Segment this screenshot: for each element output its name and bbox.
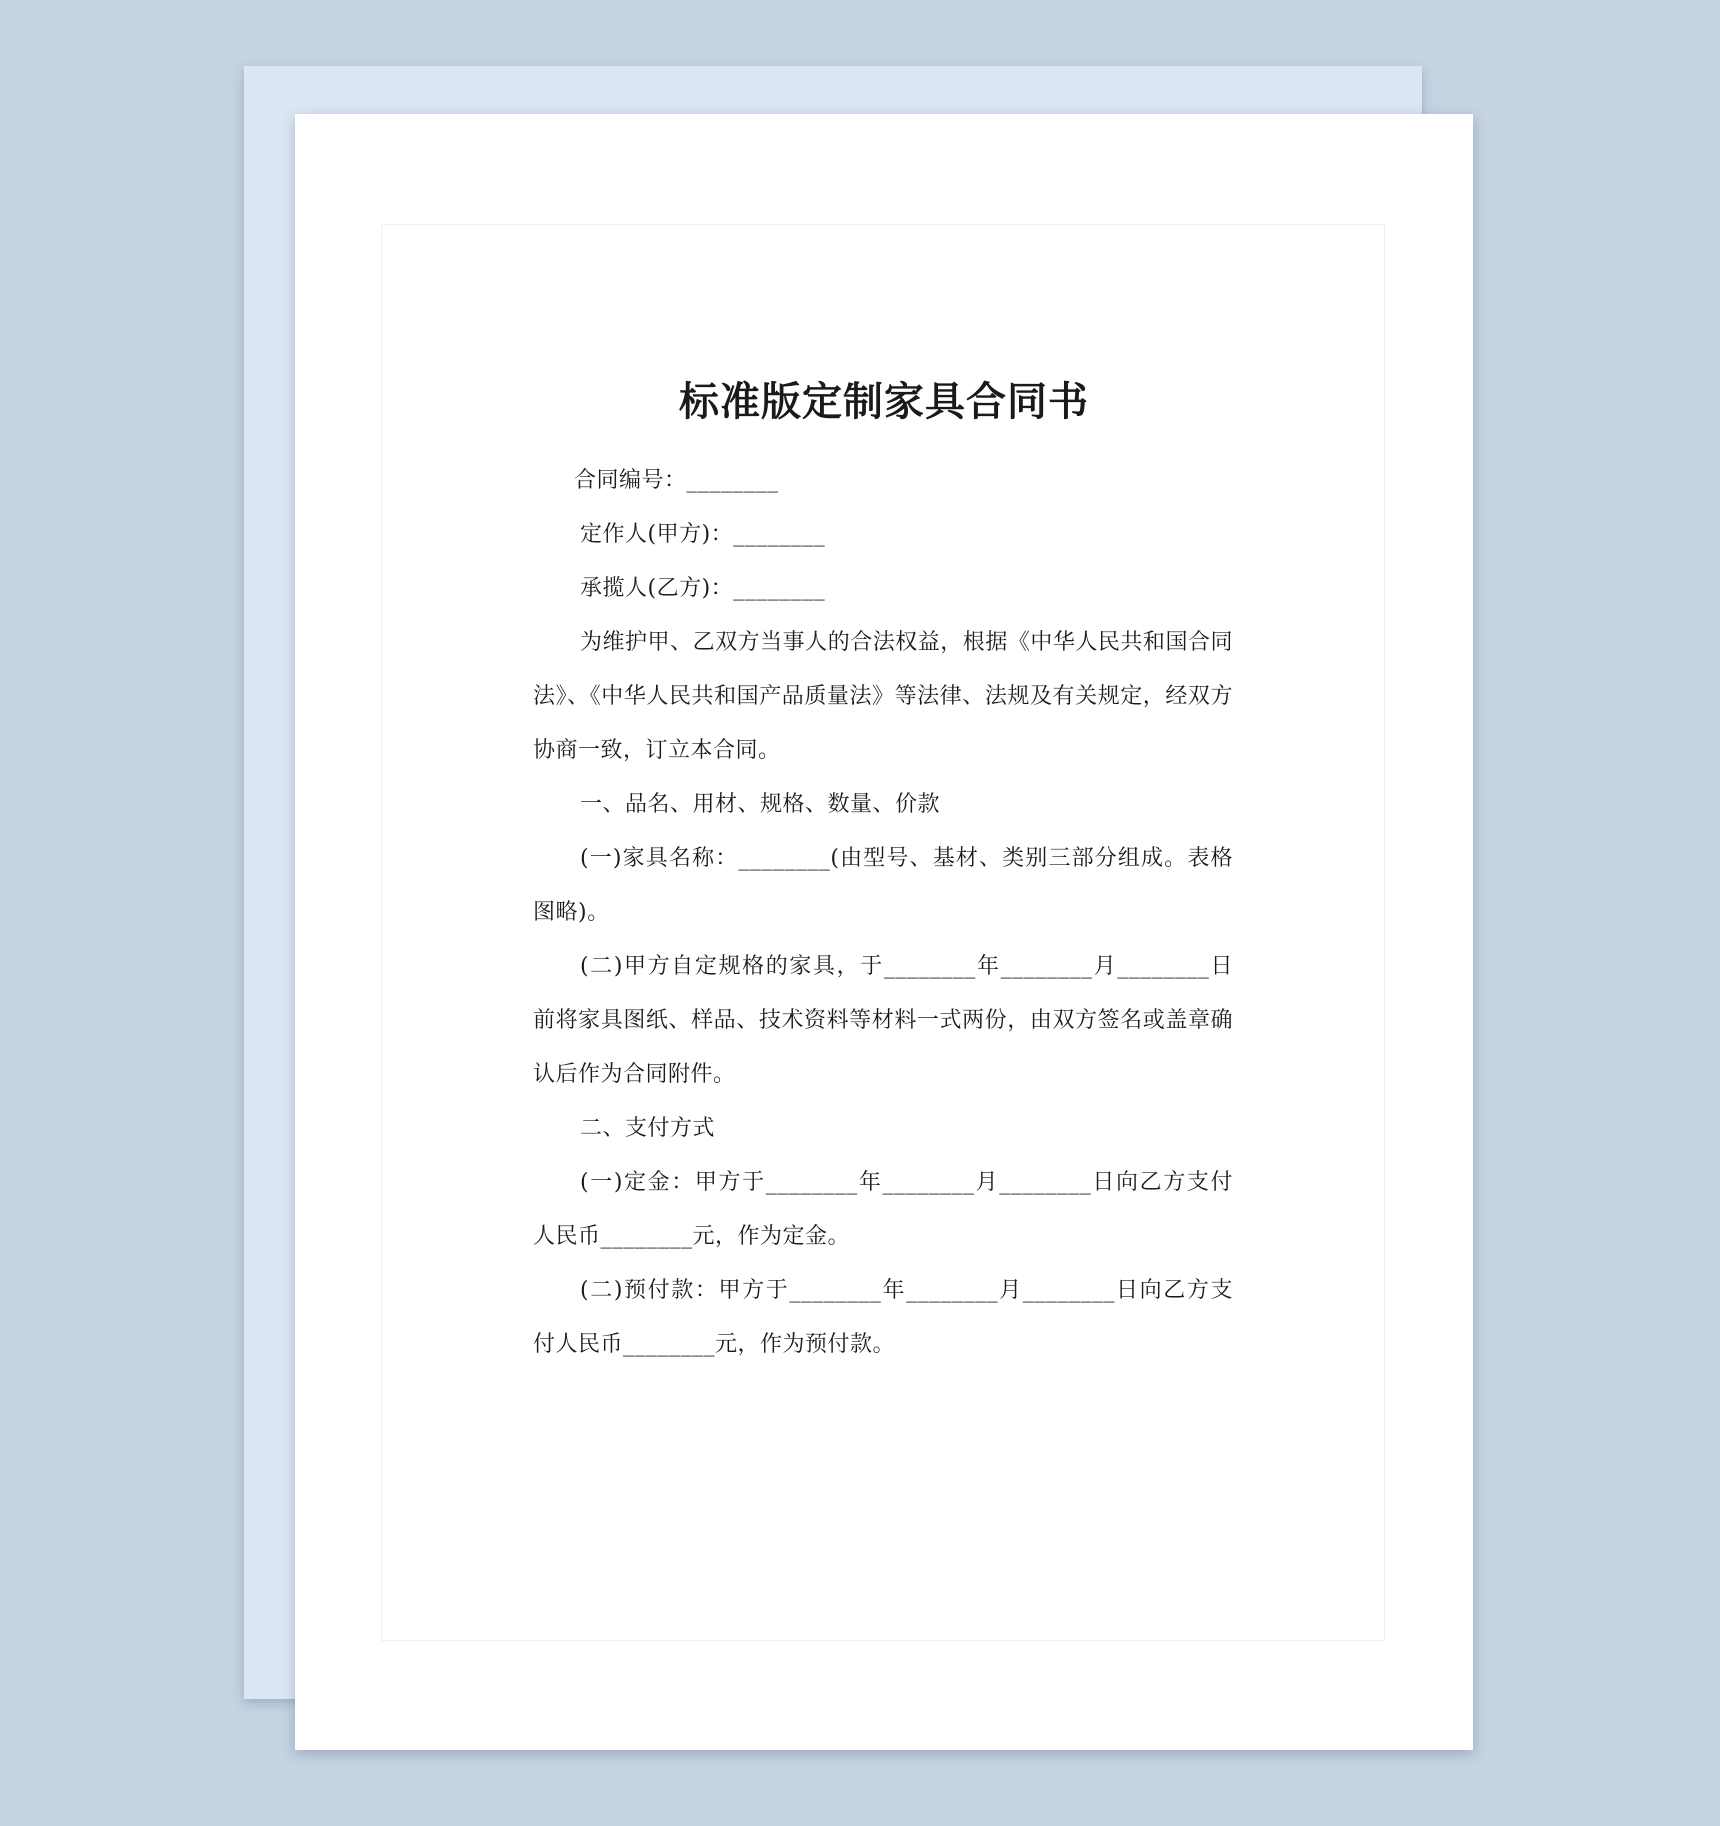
preamble-paragraph: 为维护甲、乙双方当事人的合法权益，根据《中华人民共和国合同法》、《中华人民共和国产品质量法》等法律、法规及有关规定，经双方协商一致，订立本合同。 [533,630,1233,763]
section-heading-1: 一、品名、用材、规格、数量、价款 [580,792,941,817]
clause-1-1: (一)家具名称：________(由型号、基材、类别三部分组成。表格图略)。 [533,846,1233,925]
section-heading-2: 二、支付方式 [580,1116,716,1141]
party-a-line: 定作人(甲方)：________ [580,522,826,547]
clause-2-2: (二)预付款：甲方于________年________月________日向乙方支付人民币________元，作为预付款。 [533,1278,1233,1357]
clause-2-1: (一)定金：甲方于________年________月________日向乙方支付人民币________元，作为定金。 [533,1170,1233,1249]
document-page [295,114,1473,1750]
contract-number-line: 合同编号：________ [574,468,779,493]
party-b-line: 承揽人(乙方)：________ [580,576,826,601]
clause-1-2: (二)甲方自定规格的家具，于________年________月________日前将家具图纸、样品、技术资料等材料一式两份，由双方签名或盖章确认后作为合同附件。 [533,954,1233,1087]
document-body [533,454,1233,1372]
document-title: 标准版定制家具合同书 [679,378,1089,425]
